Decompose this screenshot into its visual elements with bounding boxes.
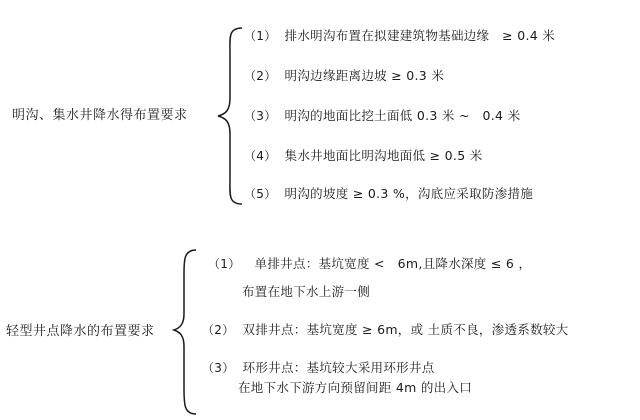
list-item: （3） 明沟的地面比挖土面低 0.3 米 ~ 0.4 米 xyxy=(244,108,521,123)
list-item-continuation: 在地下水下游方向预留间距 4m 的出入口 xyxy=(238,380,473,395)
section1-title: 明沟、集水井降水得布置要求 xyxy=(12,108,188,123)
list-item-continuation: 布置在地下水上游一侧 xyxy=(242,284,371,299)
list-item: （1） 排水明沟布置在拟建建筑物基础边缘 ≥ 0.4 米 xyxy=(244,28,556,43)
list-item: （5） 明沟的坡度 ≥ 0.3 %，沟底应采取防渗措施 xyxy=(244,186,534,201)
list-item: （1） 单排井点：基坑宽度 < 6m,且降水深度 ≤ 6 ， xyxy=(208,256,532,271)
left-brace-2 xyxy=(168,248,204,416)
list-item: （2） 明沟边缘距离边坡 ≥ 0.3 米 xyxy=(244,68,445,83)
section2-title: 轻型井点降水的布置要求 xyxy=(6,324,155,339)
list-item: （2） 双排井点：基坑宽度 ≥ 6m，或 土质不良，渗透系数较大 xyxy=(202,322,569,337)
list-item: （4） 集水井地面比明沟地面低 ≥ 0.5 米 xyxy=(244,148,483,163)
list-item: （3） 环形井点：基坑较大采用环形井点 xyxy=(202,360,435,375)
